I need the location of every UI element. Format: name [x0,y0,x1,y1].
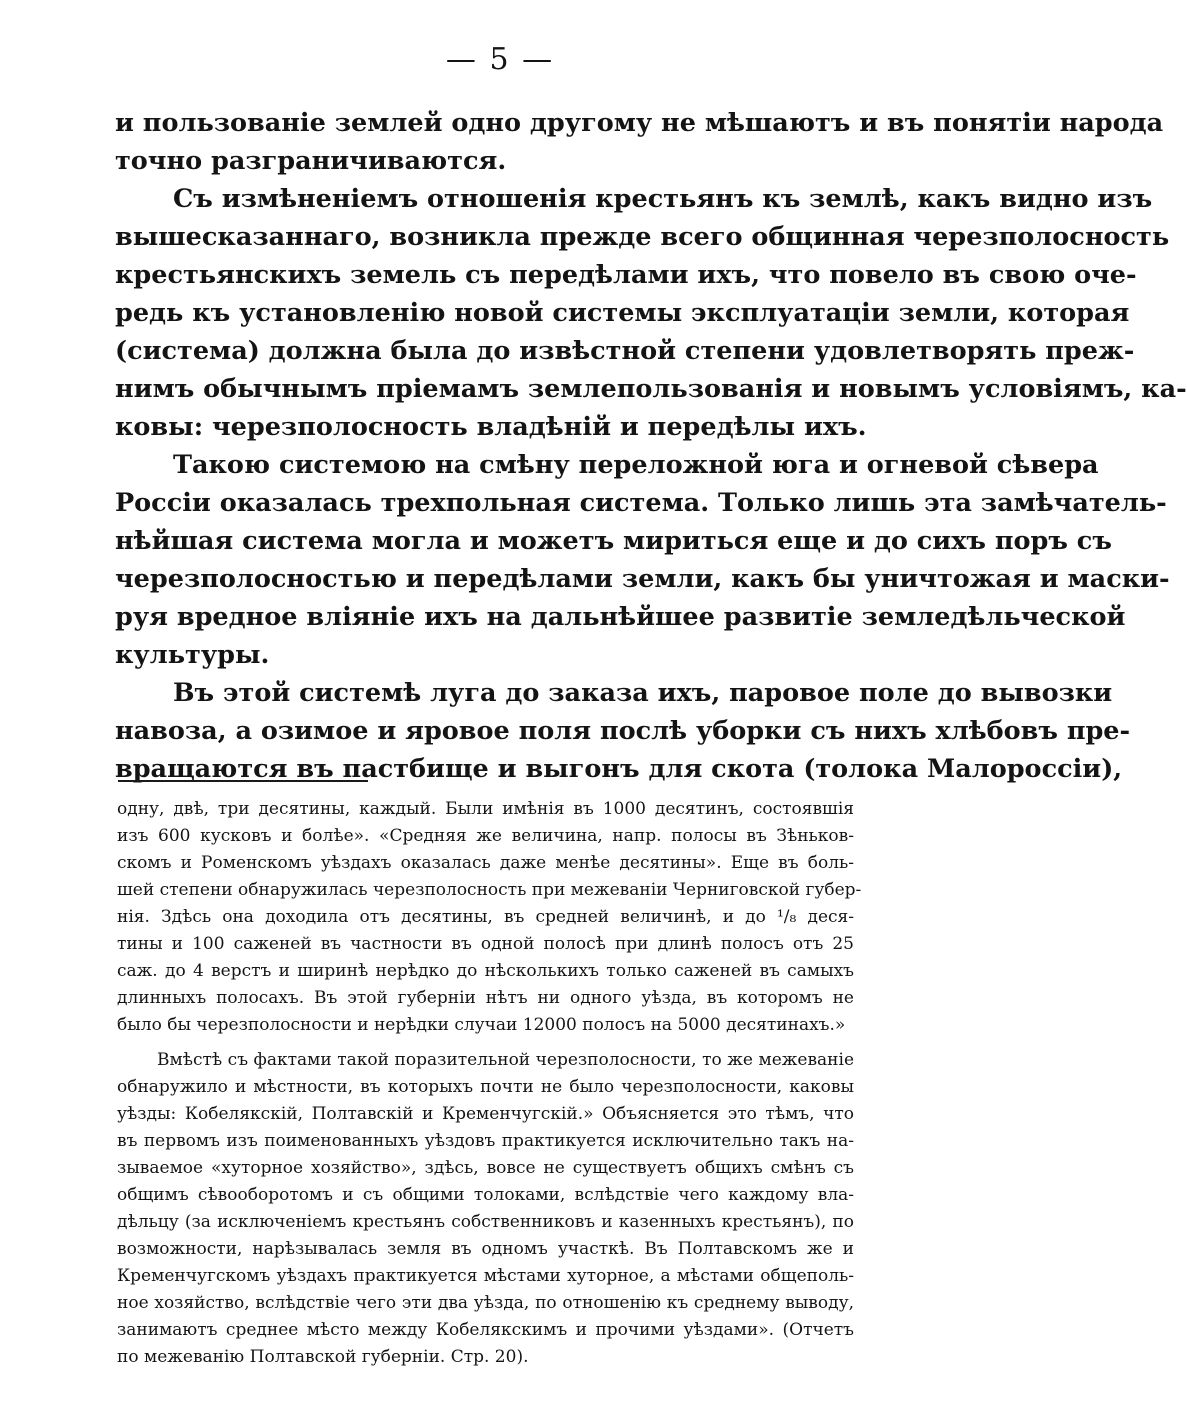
main-text [115,104,1187,788]
footnote-line: одну, двѣ, три десятины, каждый. Были имѣнія въ 1000 десятинъ, состоявшія [117,799,854,819]
text-line: культуры. [115,640,270,670]
text-line: вышесказаннаго, возникла прежде всего общинная черезполосность [115,222,1170,252]
footnote-line: длинныхъ полосахъ. Въ этой губерніи нѣтъ ни одного уѣзда, въ которомъ не [117,988,854,1008]
page-number: — 5 — [445,42,555,77]
footnote-line: нія. Здѣсь она доходила отъ десятины, въ средней величинѣ, и до ¹/₈ деся- [117,907,854,927]
footnote-line: уѣзды: Кобелякскій, Полтавскій и Кременчугскій.» Объясняется это тѣмъ, что [117,1104,854,1124]
text-line: вращаются въ пастбище и выгонъ для скота (толока Малороссіи), [115,754,1123,784]
footnote-line: въ первомъ изъ поименованныхъ уѣздовъ практикуется исключительно такъ на- [117,1131,854,1151]
text-line: нимъ обычнымъ пріемамъ землепользованія и новымъ условіямъ, ка- [115,374,1187,404]
footnote-line: скомъ и Роменскомъ уѣздахъ оказалась даже менѣе десятины». Еще въ боль- [117,853,854,873]
text-line: черезполосностью и передѣлами земли, какъ бы уничтожая и маски- [115,564,1170,594]
footnote-line: по межеванію Полтавской губерніи. Стр. 20). [117,1347,529,1367]
paragraph-start: Такою системою на смѣну переложной юга и огневой сѣвера [173,450,1099,480]
footnote-divider [118,780,368,782]
footnote-line: было бы черезполосности и нерѣдки случаи 12000 полосъ на 5000 десятинахъ.» [117,1015,846,1035]
footnote-paragraph-start: Вмѣстѣ съ фактами такой поразительной черезполосности, то же межеваніе [157,1050,854,1070]
footnote-line: саж. до 4 верстъ и ширинѣ нерѣдко до нѣсколькихъ только саженей въ самыхъ [117,961,854,981]
text-line: редь къ установленію новой системы эксплуатаціи земли, которая [115,298,1130,328]
text-line: (система) должна была до извѣстной степени удовлетворять преж- [115,336,1135,366]
footnote-line: занимаютъ среднее мѣсто между Кобелякскимъ и прочими уѣздами». (Отчетъ [117,1320,854,1340]
text-line: крестьянскихъ земель съ передѣлами ихъ, что повело въ свою оче- [115,260,1137,290]
footnote-line: ное хозяйство, вслѣдствіе чего эти два уѣзда, по отношенію къ среднему выводу, [117,1293,854,1313]
text-line: точно разграничиваются. [115,146,507,176]
text-line: и пользованіе землей одно другому не мѣшаютъ и въ понятіи народа [115,108,1164,138]
text-line: навоза, а озимое и яровое поля послѣ уборки съ нихъ хлѣбовъ пре- [115,716,1131,746]
text-line: ковы: черезполосность владѣній и передѣлы ихъ. [115,412,867,442]
footnote-line: изъ 600 кусковъ и болѣе». «Средняя же величина, напр. полосы въ Зѣньков- [117,826,854,846]
footnote-line: дѣльцу (за исключеніемъ крестьянъ собственниковъ и казенныхъ крестьянъ), по [117,1212,854,1232]
footnote-line: зываемое «хуторное хозяйство», здѣсь, вовсе не существуетъ общихъ смѣнъ съ [117,1158,854,1178]
footnote-line: возможности, нарѣзывалась земля въ одномъ участкѣ. Въ Полтавскомъ же и [117,1239,854,1259]
footnotes [117,796,862,1371]
paragraph-start: Съ измѣненіемъ отношенія крестьянъ къ землѣ, какъ видно изъ [173,184,1153,214]
footnote-line: шей степени обнаружилась черезполосность при межеваніи Черниговской губер- [117,880,862,900]
footnote-line: тины и 100 саженей въ частности въ одной полосѣ при длинѣ полосъ отъ 25 [117,934,854,954]
text-line: Россіи оказалась трехпольная система. Только лишь эта замѣчатель- [115,488,1167,518]
footnote-line: обнаружило и мѣстности, въ которыхъ почти не было черезполосности, каковы [117,1077,854,1097]
text-line: руя вредное вліяніе ихъ на дальнѣйшее развитіе земледѣльческой [115,602,1126,632]
text-line: нѣйшая система могла и можетъ мириться еще и до сихъ поръ съ [115,526,1112,556]
paragraph-start: Въ этой системѣ луга до заказа ихъ, паровое поле до вывозки [173,678,1113,708]
footnote-gap [117,1039,854,1047]
footnote-line: Кременчугскомъ уѣздахъ практикуется мѣстами хуторное, а мѣстами общеполь- [117,1266,854,1286]
footnote-line: общимъ сѣвооборотомъ и съ общими толоками, вслѣдствіе чего каждому вла- [117,1185,854,1205]
